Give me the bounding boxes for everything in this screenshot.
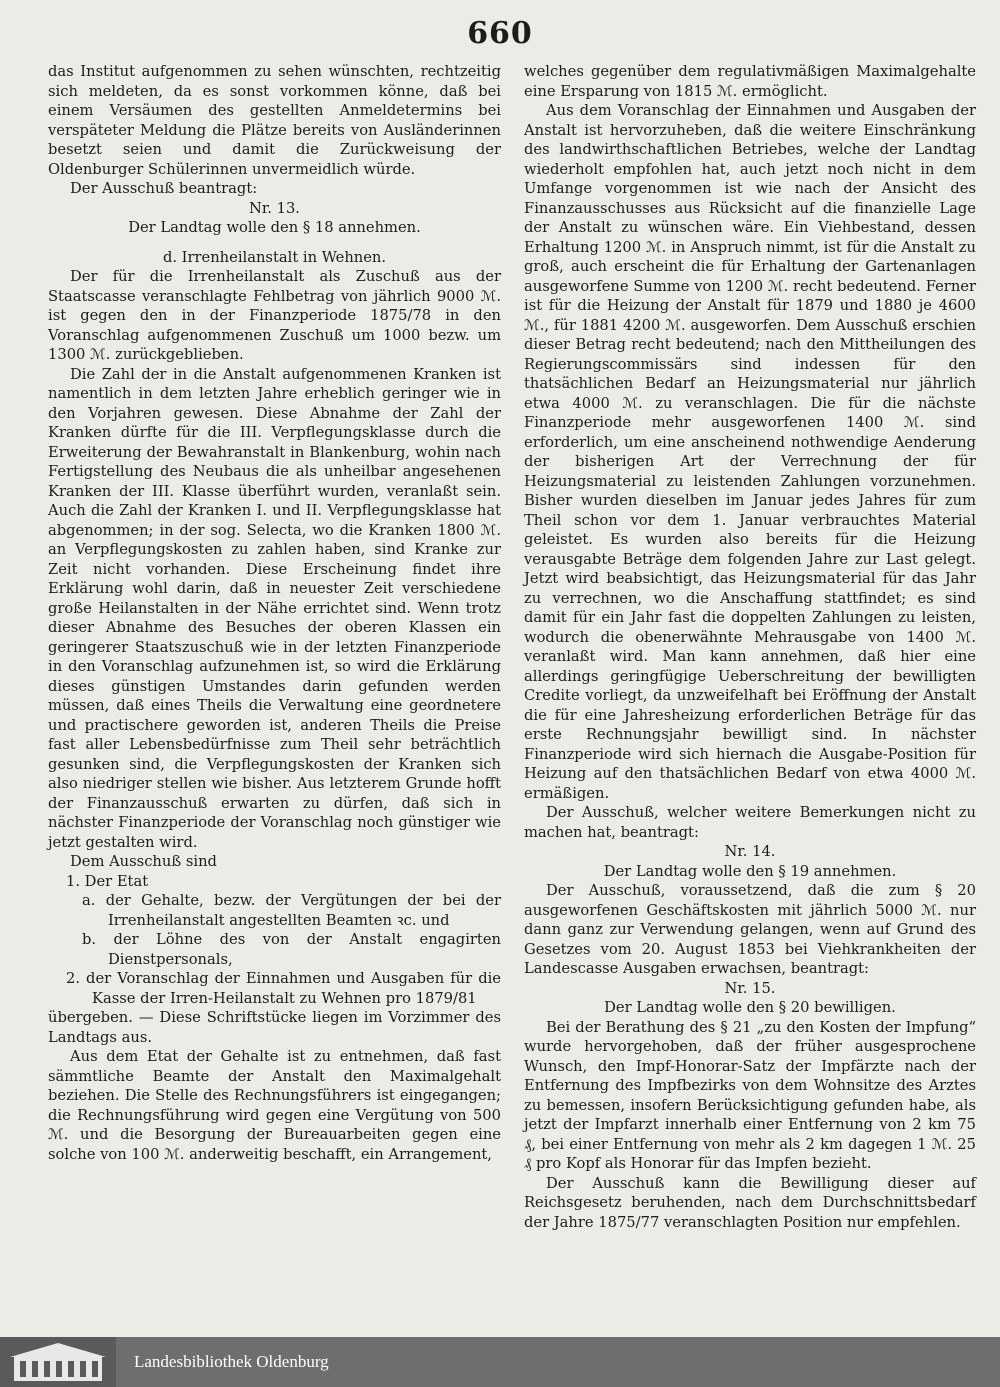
paragraph: welches gegenüber dem regulativmäßigen Maximalgehalte eine Ersparung von 1815 ℳ. ermöglicht. — [524, 63, 976, 100]
library-building-icon — [0, 1337, 116, 1387]
motion-text: Der Landtag wolle den § 18 annehmen. — [128, 219, 421, 236]
motion-text: Der Landtag wolle den § 19 annehmen. — [603, 862, 897, 880]
paragraph: Der Ausschuß beantragt: — [70, 180, 258, 197]
page-number: 660 — [467, 16, 533, 51]
left-column — [48, 62, 501, 1164]
paragraph: Bei der Berathung des § 21 „zu den Kosten der Impfung“ wurde hervorgehoben, daß der früher ausgesprochene Wunsch, den Impf-Honorar-Satz der Impfärzte nach der Entfernung des Impfbezirks von dem Wohnsitze des Arztes zu bemessen, insofern Berücksichtigung gefunden habe, als jetzt der Impfarzt innerhalb einer Entfernung von 2 km 75 ₰, bei einer Entfernung von mehr als 2 km dagegen 1 ℳ. 25 ₰ pro Kopf als Honorar für das Impfen bezieht. — [524, 1018, 976, 1172]
paragraph: Der Ausschuß, voraussetzend, daß die zum § 20 ausgeworfenen Geschäftskosten mit jährlich 5000 ℳ. nur dann ganz zur Verwendung gelangen, wenn auf Grund des Gesetzes vom 20. August 1853 bei Viehkrankheiten der Landescasse Ausgaben erwachsen, beantragt: — [524, 882, 976, 977]
paragraph: Die Zahl der in die Anstalt aufgenommenen Kranken ist namentlich in dem letzten Jahre erheblich geringer wie in den Vorjahren gewesen. Diese Abnahme der Zahl der Kranken dürfte für die III. Verpflegungsklasse durch die Erweiterung der Bewahranstalt in Blankenburg, wohin nach Fertigstellung des Neubaus die als unheilbar angesehenen Kranken der III. Klasse überführt wurden, veranlaßt sein. Auch die Zahl der Kranken I. und II. Verpflegungsklasse hat abgenommen; in der sog. Selecta, wo die Kranken 1800 ℳ. an Verpflegungskosten zu zahlen haben, sind Kranke zur Zeit nicht vorhanden. Diese Erscheinung findet ihre Erklärung wohl darin, daß in neuester Zeit verschiedene große Heilanstalten in der Nähe errichtet sind. Wenn trotz dieser Abnahme des Besuches der oberen Klassen ein geringerer Staatszuschuß wie in der letzten Finanzperiode in den Voranschlag aufzunehmen ist, so wird die Erklärung dieses günstigen Umstandes darin gefunden werden müssen, daß eines Theils die Verwaltung eine geordnetere und practischere geworden ist, anderen Theils die Preise fast aller Lebensbedürfnisse zum Theil sehr beträchtlich gesunken sind, die Verpflegungskosten der Kranken sich also niedriger stellen wie bisher. Aus letzterem Grunde hofft der Finanzausschuß erwarten zu dürfen, daß sich in nächster Finanzperiode der Voranschlag noch günstiger wie jetzt gestalten wird. — [48, 365, 501, 851]
document-list — [48, 872, 501, 892]
paragraph: Aus dem Voranschlag der Einnahmen und Ausgaben der Anstalt ist hervorzuheben, daß die weitere Einschränkung des landwirthschaftlichen Betriebes, welche der Landtag wiederholt empfohlen hat, auch jetzt noch nicht in dem Umfange vorgenommen ist wie nach der Ansicht des Finanzausschusses aus Rücksicht auf die finanzielle Lage der Anstalt zu wünschen wäre. Ein Viehbestand, dessen Erhaltung 1200 ℳ. in Anspruch nimmt, ist für die Anstalt zu groß, auch erscheint die für Erhaltung der Gartenanlagen ausgeworfene Summe von 1200 ℳ. recht bedeutend. Ferner ist für die Heizung der Anstalt für 1879 und 1880 je 4600 ℳ., für 1881 4200 ℳ. ausgeworfen. Dem Ausschuß erschien dieser Betrag recht bedeutend; nach den Mittheilungen des Regierungscommissärs sind indessen für den thatsächlichen Bedarf an Heizungsmaterial nur jährlich etwa 4000 ℳ. zu veranschlagen. Die für die nächste Finanzperiode mehr ausgeworfenen 1400 ℳ. sind erforderlich, um eine anscheinend nothwendige Aenderung der bisherigen Art der Verrechnung der für Heizungsmaterial zu leistenden Zahlungen vorzunehmen. Bisher wurden dieselben im Januar jedes Jahres für zum Theil schon vor dem 1. Januar verbrauchtes Material geleistet. Es wurden also bereits für die Heizung verausgabte Beträge dem folgenden Jahre zur Last gelegt. Jetzt wird beabsichtigt, das Heizungsmaterial für das Jahr zu verrechnen, wo die Anschaffung stattfindet; es sind damit für ein Jahr fast die doppelten Zahlungen zu leisten, wodurch die obenerwähnte Mehrausgabe von 1400 ℳ. veranlaßt wird. Man kann annehmen, daß hier eine allerdings geringfügige Ueberschreitung der bewilligten Credite vorliegt, da unzweifelhaft bei Eröffnung der Anstalt die für eine Jahresheizung erforderlichen Beträge für das erste Rechnungsjahr bewilligt sind. In nächster Finanzperiode wird sich hiernach die Ausgabe-Position für Heizung auf den thatsächlichen Bedarf von etwa 4000 ℳ. ermäßigen. — [524, 102, 976, 802]
motion-text: Der Landtag wolle den § 20 bewilligen. — [604, 999, 896, 1016]
paragraph: Der für die Irrenheilanstalt als Zuschuß aus der Staatscasse veranschlagte Fehlbetrag von jährlich 9000 ℳ. ist gegen den in der Finanzperiode 1875/78 in den Voranschlag aufgenommenen Zuschuß um 1000 bezw. um 1300 ℳ. zurückgeblieben. — [48, 268, 501, 363]
paragraph: Der Ausschuß kann die Bewilligung dieser auf Reichsgesetz beruhenden, nach dem Durchschnittsbedarf der Jahre 1875/77 veranschlagten Position nur empfehlen. — [524, 1174, 976, 1231]
list-item: 1. Der Etat — [66, 872, 149, 890]
list-item: b. der Löhne des von der Anstalt engagirten Dienstpersonals, — [82, 931, 501, 968]
paragraph: übergeben. — Diese Schriftstücke liegen im Vorzimmer des Landtags aus. — [48, 1009, 501, 1046]
footer-label: Landesbibliothek Oldenburg — [134, 1352, 329, 1371]
motion-number: Nr. 13. — [249, 199, 300, 217]
right-column — [524, 62, 976, 1232]
paragraph: Der Ausschuß, welcher weitere Bemerkungen nicht zu machen hat, beantragt: — [524, 804, 976, 841]
motion-number: Nr. 14. — [724, 843, 776, 860]
document-sublist — [48, 891, 501, 969]
list-item: a. der Gehalte, bezw. der Vergütungen der bei der Irrenheilanstalt angestellten Beamten ꝛc. und — [82, 892, 501, 929]
paragraph: Dem Ausschuß sind — [70, 853, 217, 870]
paragraph: Aus dem Etat der Gehalte ist zu entnehmen, daß fast sämmtliche Beamte der Anstalt den Maximalgehalt beziehen. Die Stelle des Rechnungsführers ist eingegangen; die Rechnungsführung wird gegen eine Vergütung von 500 ℳ. und die Besorgung der Bureauarbeiten gegen eine solche von 100 ℳ. anderweitig beschafft, ein Arrangement, — [48, 1048, 501, 1163]
list-item: 2. der Voranschlag der Einnahmen und Ausgaben für die Kasse der Irren-Heilanstalt zu Wehnen pro 1879/81 — [66, 970, 501, 1007]
footer-bar — [0, 1337, 1000, 1387]
document-list — [48, 969, 501, 1008]
motion-number: Nr. 15. — [724, 979, 776, 997]
paragraph: das Institut aufgenommen zu sehen wünschten, rechtzeitig sich meldeten, da es sonst vorkommen könne, daß bei einem Versäumen des gestellten Anmeldetermins bei verspäteter Meldung die Plätze bereits von Ausländerinnen besetzt seien und damit die Zurückweisung der Oldenburger Schülerinnen unvermeidlich würde. — [48, 63, 501, 178]
section-heading: d. Irrenheilanstalt in Wehnen. — [162, 248, 387, 266]
